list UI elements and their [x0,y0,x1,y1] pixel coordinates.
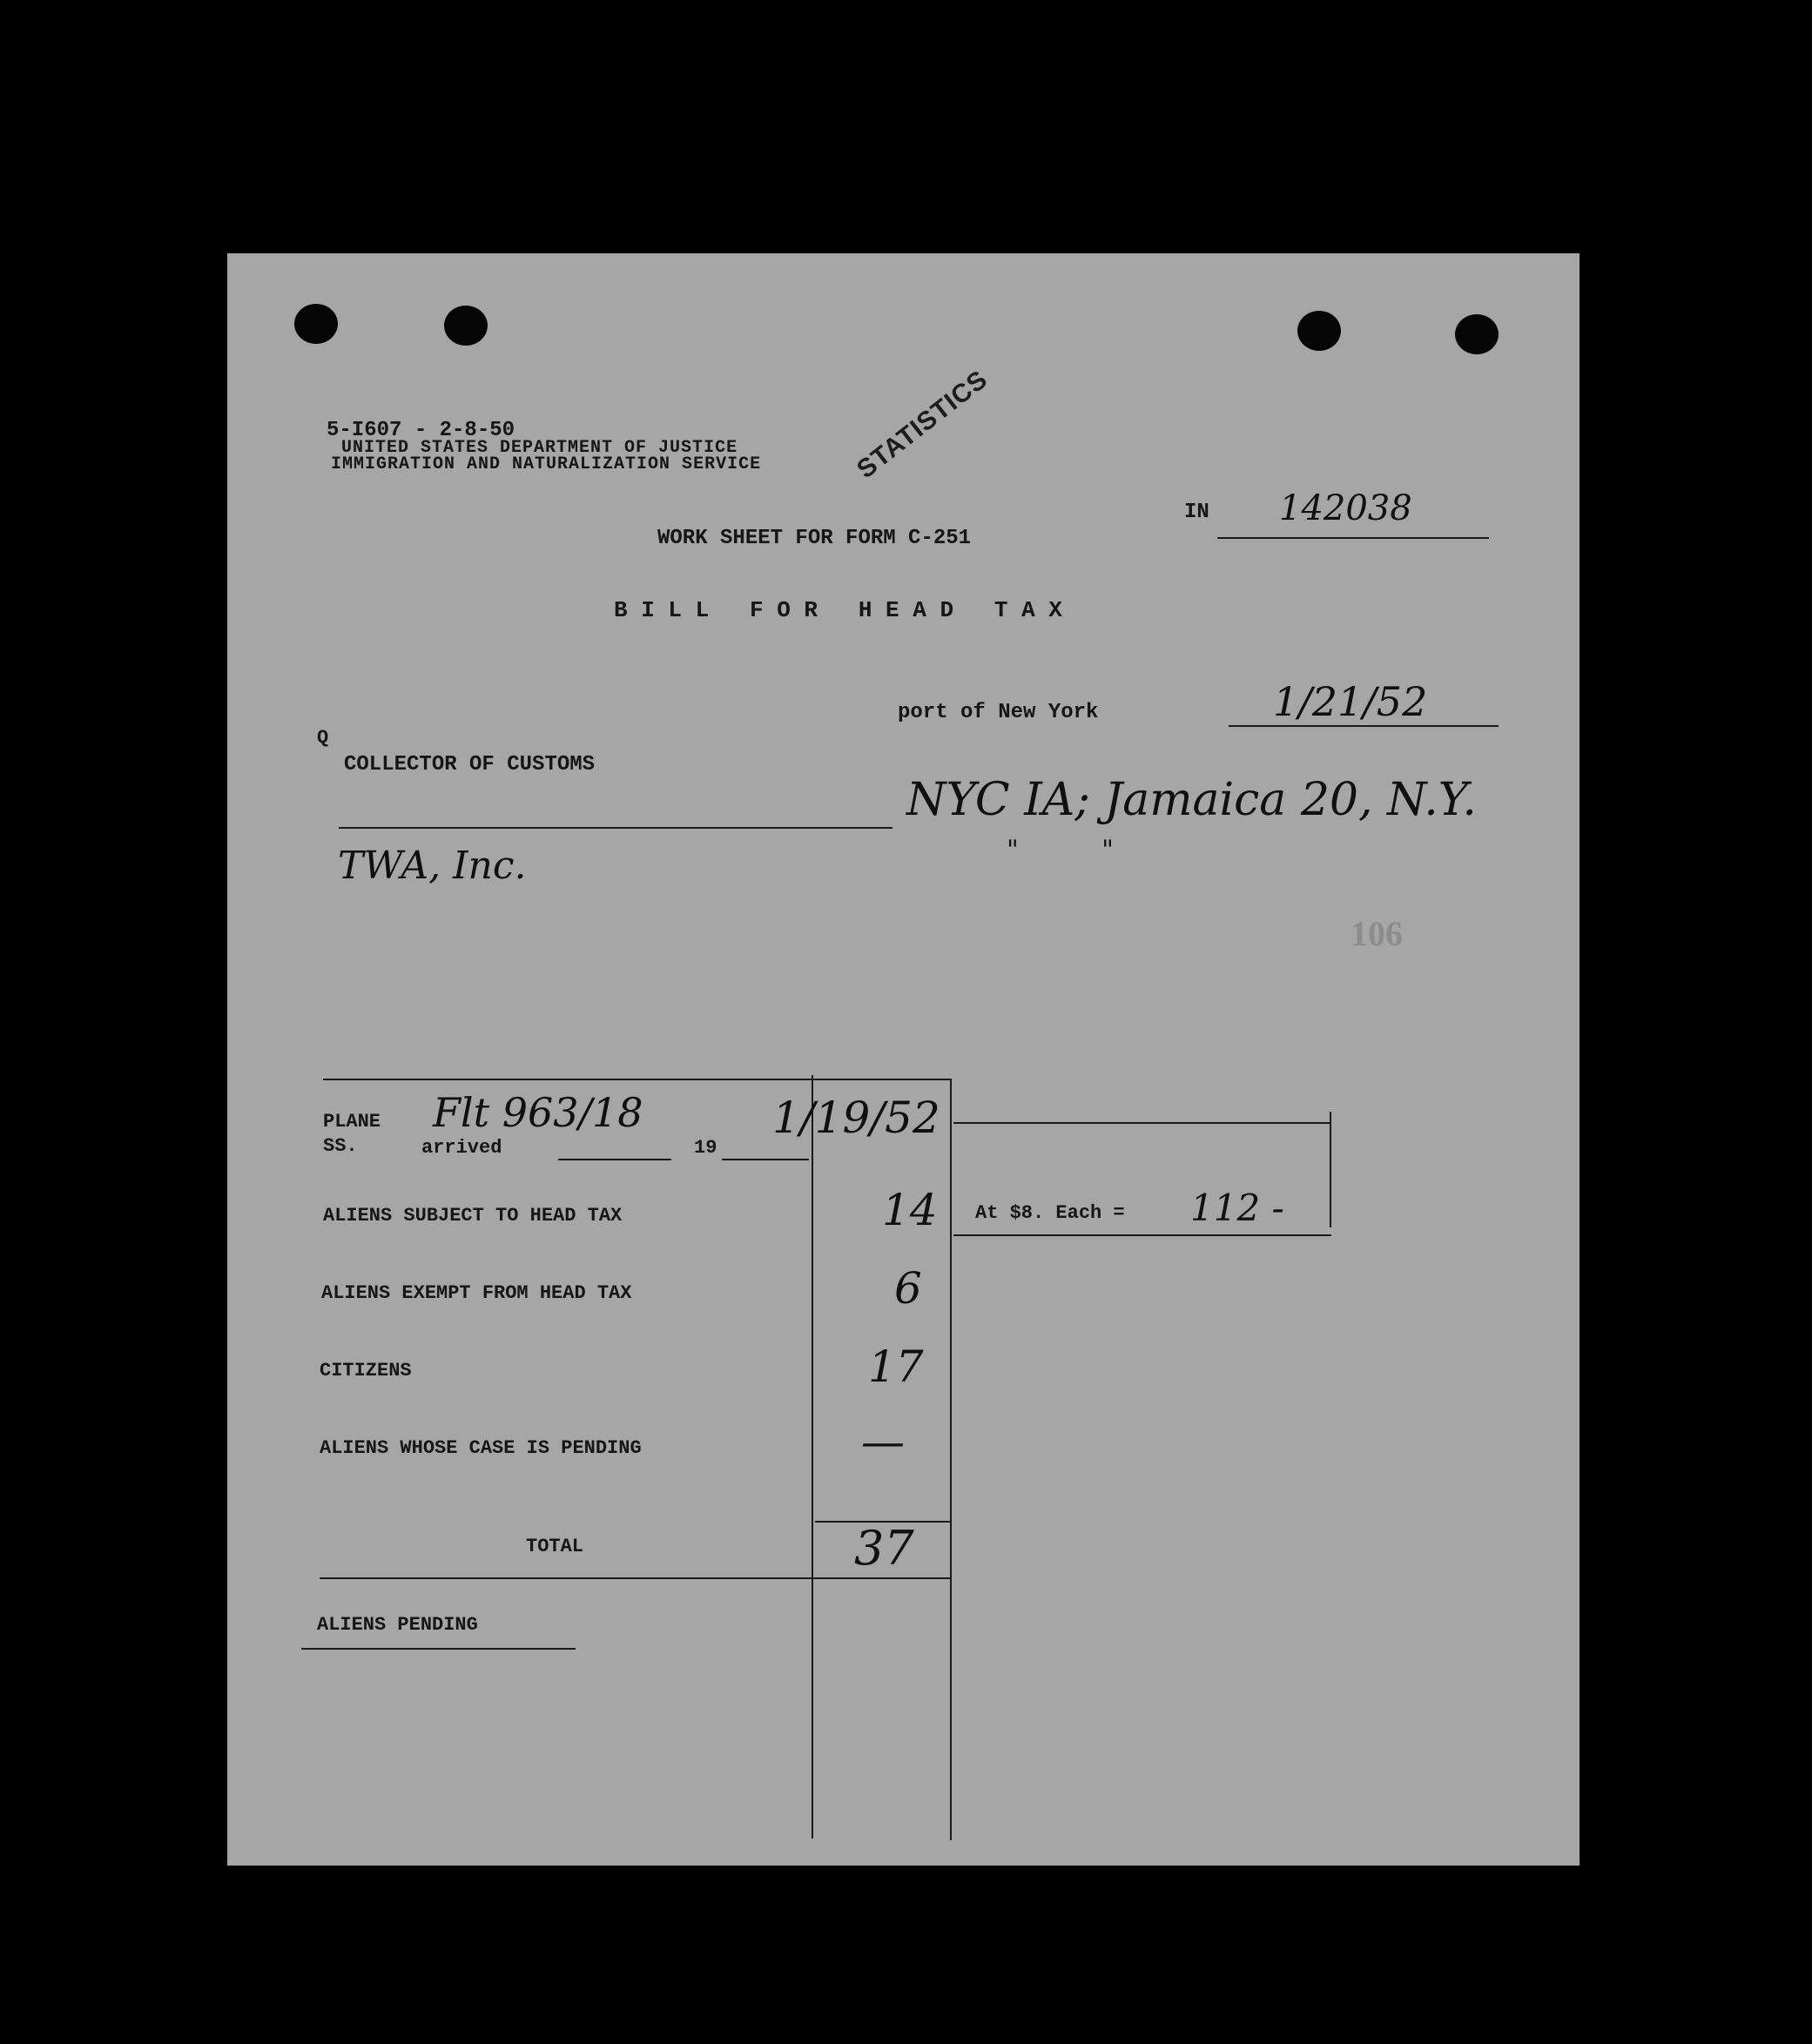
table-top-border [323,1079,950,1080]
worksheet-title: WORK SHEET FOR FORM C-251 [657,527,972,550]
statistics-stamp: STATISTICS [852,365,994,485]
to-mark: Q [317,727,329,749]
table-row-value: 17 [868,1341,924,1392]
rate-total: 112 - [1190,1187,1284,1229]
collector-underline [339,827,893,829]
ditto-marks: " " [1007,835,1114,865]
in-number: 142038 [1279,488,1412,528]
flight-number: Flt 963/18 [433,1089,643,1136]
table-row-label: ALIENS EXEMPT FROM HEAD TAX [321,1282,632,1304]
table-column-divider [812,1075,813,1839]
date: 1/21/52 [1273,678,1428,725]
in-label: IN [1184,501,1209,524]
agency-line-1: UNITED STATES DEPARTMENT OF JUSTICE [341,438,738,458]
rate-box-top [953,1122,1330,1124]
stamp-number: 106 [1351,914,1403,953]
agency-line-2: IMMIGRATION AND NATURALIZATION SERVICE [331,454,762,474]
table-row-label: ALIENS SUBJECT TO HEAD TAX [323,1205,623,1227]
table-row-label: ALIENS WHOSE CASE IS PENDING [320,1437,642,1459]
arrived-underline [558,1159,671,1160]
table-row-value: 6 [894,1263,922,1314]
date-underline [1229,725,1499,727]
plane-label: PLANE [323,1111,381,1133]
arrived-label: arrived [421,1137,502,1159]
punch-hole [444,306,488,346]
punch-hole [1297,311,1341,351]
arrival-date: 1/19/52 [772,1093,940,1143]
ss-label: SS. [323,1135,358,1157]
location: NYC IA; Jamaica 20, N.Y. [906,774,1477,826]
table-bottom-border [320,1577,950,1579]
table-row-value: — [861,1416,905,1467]
carrier: TWA, Inc. [338,844,527,888]
rate-box-right [1330,1112,1331,1227]
table-row-value: 14 [882,1185,938,1235]
document-sheet [227,253,1580,1866]
form-number: 5-I607 - 2-8-50 [327,419,515,442]
in-number-underline [1217,537,1489,539]
collector: COLLECTOR OF CUSTOMS [344,753,596,777]
pending-underline [301,1648,576,1650]
punch-hole [1455,314,1499,354]
rate-box-bottom [953,1234,1331,1236]
year-prefix: 19 [694,1137,717,1159]
port-label: port of New York [898,701,1099,724]
table-row-label: CITIZENS [320,1360,412,1382]
total-value: 37 [854,1521,914,1576]
table-right-border [950,1079,952,1840]
rate-label: At $8. Each = [975,1202,1125,1224]
year-underline [722,1159,809,1160]
punch-hole [294,304,338,344]
pending-label: ALIENS PENDING [317,1614,478,1636]
total-label: TOTAL [526,1536,584,1557]
bill-title: B I L L F O R H E A D T A X [614,597,1062,623]
